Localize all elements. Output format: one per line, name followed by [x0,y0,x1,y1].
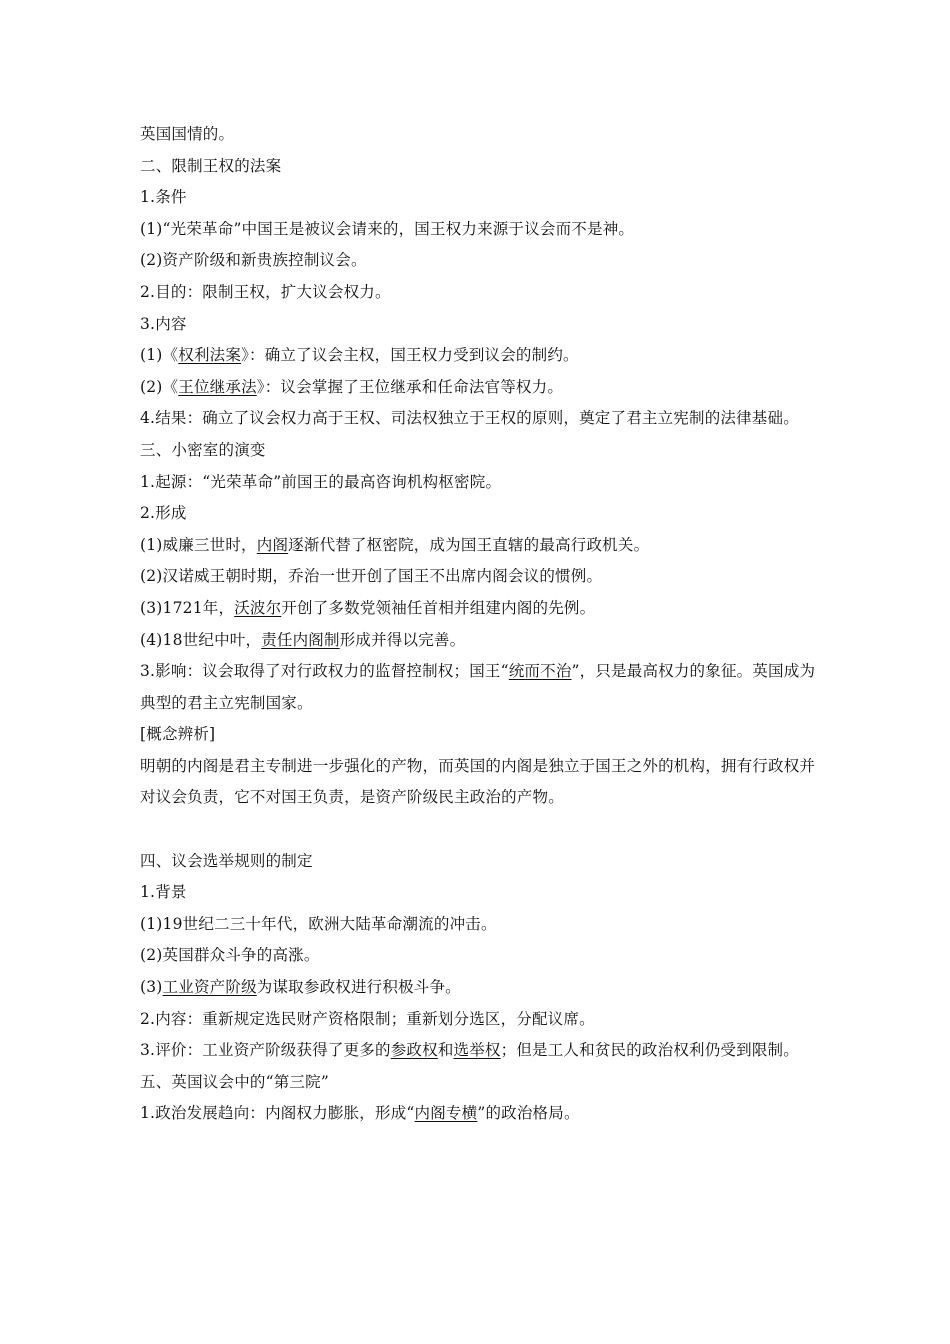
text-run: (2)《 [140,377,179,396]
text-run: 逐渐代替了枢密院，成为国王直辖的最高行政机关。 [288,535,650,554]
text-run: 1.背景 [140,883,187,902]
text-line [140,151,820,183]
text-line [140,309,820,341]
text-line [140,277,820,309]
text-run: 明朝的内阁是君主专制进一步强化的产物，而英国的内阁是独立于国王之外的机构，拥有行政权并对议会负责，它不对国王负责，是资产阶级民主政治的产物。 [140,756,816,807]
text-run: [概念辨析] [140,725,216,744]
text-line [140,1004,820,1036]
paragraph [140,751,820,814]
underlined-term: 参政权 [390,1041,438,1060]
text-run: 4.结果：确立了议会权力高于王权、司法权独立于王权的原则，奠定了君主立宪制的法律基础。 [140,409,799,428]
text-line [140,467,820,499]
text-run: ”，只是最高权力的象征。英国成为典型的君主立宪制国家。 [140,662,816,712]
text-line [140,1067,820,1099]
text-run: 2.形成 [140,504,187,523]
text-run: 1.条件 [140,188,187,207]
text-run: ；但是工人和贫民的政治权利仍受到限制。 [500,1041,799,1060]
text-run: 五、英国议会中的“第三院” [140,1072,329,1091]
text-line [140,435,820,467]
text-line [140,593,820,625]
text-line [140,245,820,277]
text-run: (3) [140,978,163,997]
text-line [140,340,820,372]
text-run: ”的政治格局。 [477,1104,580,1123]
text-line [140,530,820,562]
text-line [140,719,820,751]
underlined-term: 责任内阁制 [261,630,340,649]
underlined-term: 内阁 [256,535,289,554]
text-run: 3.评价：工业资产阶级获得了更多的 [140,1041,391,1060]
underlined-term: 统而不治 [508,662,572,681]
text-run: (3)1721年， [140,598,235,617]
text-line [140,561,820,593]
paragraph [140,1035,820,1067]
paragraph [140,403,820,435]
text-run: 二、限制王权的法案 [140,156,282,175]
text-line [140,182,820,214]
text-run: 形成并得以完善。 [339,630,466,649]
text-run: 1.起源：“光荣革命”前国王的最高咨询机构枢密院。 [140,472,502,491]
text-run: (4)18世纪中叶， [140,630,262,649]
text-run: (2)英国群众斗争的高涨。 [140,946,320,965]
text-line [140,877,820,909]
underlined-term: 内阁专横 [414,1104,478,1123]
text-run: (1)“光荣革命”中国王是被议会请来的，国王权力来源于议会而不是神。 [140,219,635,238]
text-line [140,119,820,151]
text-run: 三、小密室的演变 [140,440,266,459]
text-line [140,940,820,972]
underlined-term: 沃波尔 [234,598,282,617]
text-run: (1)19世纪二三十年代，欧洲大陆革命潮流的冲击。 [140,914,497,933]
text-line [140,625,820,657]
text-run: 四、议会选举规则的制定 [140,851,313,870]
text-run: 2.目的：限制王权，扩大议会权力。 [140,282,391,301]
text-run: 英国国情的。 [140,125,235,143]
text-line [140,214,820,246]
text-run: 》：议会掌握了王位继承和任命法官等权力。 [256,377,564,396]
underlined-term: 权利法案 [178,346,242,365]
underlined-term: 工业资产阶级 [162,978,257,997]
text-run: 开创了多数党领袖任首相并组建内阁的先例。 [281,598,596,617]
text-run: (1)威廉三世时， [140,535,257,554]
text-run: 和 [437,1041,454,1060]
text-run: (2)汉诺威王朝时期，乔治一世开创了国王不出席内阁会议的惯例。 [140,567,603,586]
text-run: (2)资产阶级和新贵族控制议会。 [140,251,367,270]
text-run: 1.政治发展趋向：内阁权力膨胀，形成“ [140,1104,415,1123]
text-line [140,498,820,530]
text-run: 》：确立了议会主权，国王权力受到议会的制约。 [241,346,579,365]
text-run: 2.内容：重新规定选民财产资格限制；重新划分选区，分配议席。 [140,1009,595,1028]
text-run: 3.内容 [140,314,187,333]
text-line [140,909,820,941]
underlined-term: 王位继承法 [178,377,257,396]
paragraph [140,656,820,719]
text-line [140,1098,820,1130]
blank-line [140,814,820,846]
text-run: 为谋取参政权进行积极斗争。 [256,978,461,997]
text-line [140,372,820,404]
document-page [140,119,820,1130]
text-line [140,846,820,878]
underlined-term: 选举权 [453,1041,501,1060]
text-run: 3.影响：议会取得了对行政权力的监督控制权；国王“ [140,662,509,681]
text-line [140,972,820,1004]
text-run: (1)《 [140,346,179,365]
